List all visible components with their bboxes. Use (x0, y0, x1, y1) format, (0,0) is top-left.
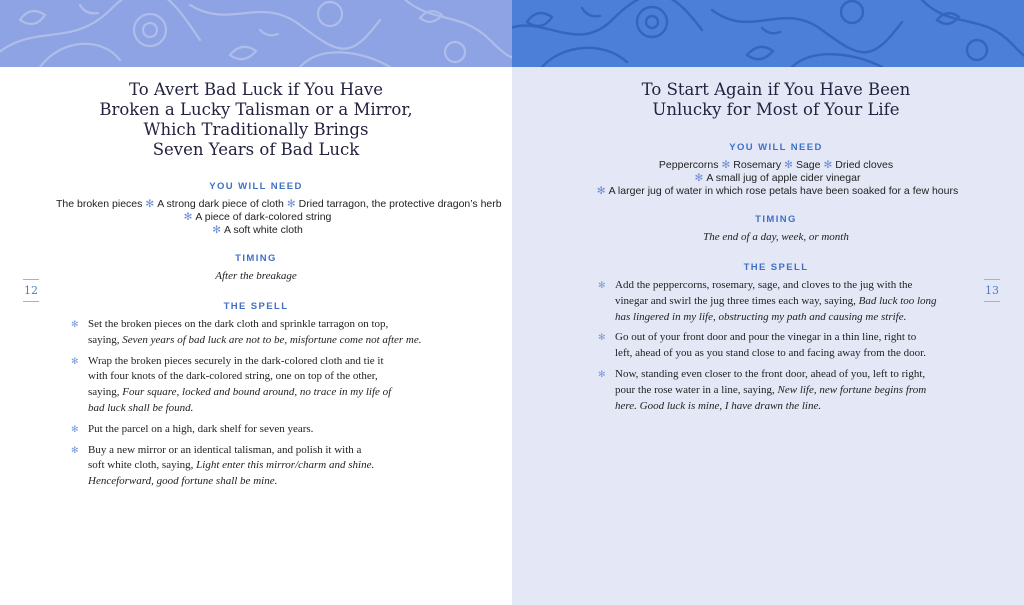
title-line: Unlucky for Most of Your Life (652, 100, 900, 119)
step-text: Wrap the broken pieces securely in the dark-colored cloth and tie it (88, 354, 384, 367)
folio-rule (984, 301, 1000, 302)
timing-value: The end of a day, week, or month (703, 231, 849, 243)
spell-step (598, 330, 978, 362)
left-spell-title (56, 80, 456, 160)
asterisk-separator-icon: ✻ (721, 159, 731, 171)
right-spell-steps (598, 278, 978, 419)
asterisk-separator-icon: ✻ (145, 198, 155, 210)
incantation-text: Four square, locked and bound around, no trace in my life of (122, 386, 392, 399)
incantation-text: New life, new fortune begins from (777, 383, 927, 396)
left-spell-steps (71, 317, 451, 495)
step-text: Now, standing even closer to the front door, ahead of you, left to right, (615, 367, 926, 380)
incantation-text: bad luck shall be found. (88, 401, 194, 414)
snowflake-bullet-icon: ✻ (71, 355, 79, 366)
right-floral-banner (512, 0, 1024, 67)
spell-step (71, 317, 451, 349)
ingredient: Sage (795, 159, 821, 171)
right-page (512, 0, 1024, 605)
spell-step (71, 422, 451, 438)
asterisk-separator-icon: ✻ (694, 172, 704, 184)
incantation-text: Seven years of bad luck are not to be, misfortune come not after me. (122, 333, 422, 346)
asterisk-separator-icon: ✻ (183, 211, 193, 223)
step-text: soft white cloth, saying, (88, 459, 197, 472)
title-line: To Avert Bad Luck if You Have (128, 80, 384, 99)
snowflake-bullet-icon: ✻ (71, 423, 79, 434)
right-spell-title (576, 80, 976, 120)
spell-step (71, 354, 451, 417)
floral-pattern-icon (512, 0, 1024, 67)
snowflake-bullet-icon: ✻ (71, 444, 79, 455)
spell-step (71, 443, 451, 490)
snowflake-bullet-icon: ✻ (598, 368, 606, 379)
title-line: Broken a Lucky Talisman or a Mirror, (99, 100, 413, 119)
ingredient: Dried cloves (835, 159, 894, 171)
spell-step (598, 367, 978, 414)
title-line: To Start Again if You Have Been (641, 80, 911, 99)
left-floral-banner (0, 0, 512, 67)
title-line: Which Traditionally Brings (143, 120, 369, 139)
you-will-need-label: YOU WILL NEED (209, 181, 303, 192)
the-spell-label: THE SPELL (743, 262, 809, 273)
folio-rule (23, 301, 39, 302)
timing-label: TIMING (235, 253, 277, 264)
left-ingredients-list (56, 198, 502, 237)
ingredient: Peppercorns (658, 159, 719, 171)
step-text: Set the broken pieces on the dark cloth and sprinkle tarragon on top, (88, 318, 389, 330)
step-text: left, ahead of you as you stand close to and facing away from the door. (615, 347, 926, 360)
ingredient: A strong dark piece of cloth (157, 198, 284, 210)
step-text: saying, (88, 333, 123, 346)
asterisk-separator-icon: ✻ (212, 224, 221, 236)
step-text: Go out of your front door and pour the vinegar in a thin line, right to (615, 331, 917, 344)
asterisk-separator-icon: ✻ (784, 159, 793, 171)
you-will-need-label: YOU WILL NEED (729, 142, 823, 153)
incantation-text: Light enter this mirror/charm and shine. (196, 459, 375, 472)
snowflake-bullet-icon: ✻ (598, 280, 606, 290)
folio-rule (984, 279, 1000, 280)
ingredient: The broken pieces (56, 198, 143, 210)
ingredient: A soft white cloth (224, 224, 303, 236)
ingredient: A larger jug of water in which rose petals have been soaked for a few hours (608, 185, 959, 197)
step-text: vinegar and swirl the jug three times each way, saying, (615, 294, 859, 307)
incantation-text: Henceforward, good fortune shall be mine. (88, 475, 278, 488)
ingredient: A piece of dark-colored string (195, 211, 332, 223)
timing-value: After the breakage (215, 270, 297, 282)
folio-rule (23, 279, 39, 280)
asterisk-separator-icon: ✻ (596, 185, 606, 197)
step-text: pour the rose water in a line, saying, (615, 383, 778, 396)
step-text: Put the parcel on a high, dark shelf for seven years. (88, 422, 314, 435)
asterisk-separator-icon: ✻ (286, 198, 296, 210)
step-text: saying, (88, 386, 123, 399)
incantation-text: here. Good luck is mine, I have drawn the line. (615, 399, 822, 412)
step-text: Buy a new mirror or an identical talisman, and polish it with a (88, 443, 362, 456)
incantation-text: Bad luck too long (858, 294, 937, 307)
incantation-text: has lingered in my life, obstructing my path and causing me strife. (615, 310, 907, 323)
ingredient: Rosemary (733, 159, 782, 171)
asterisk-separator-icon: ✻ (823, 159, 833, 171)
step-text: Add the peppercorns, rosemary, sage, and cloves to the jug with the (615, 279, 913, 291)
ingredient: A small jug of apple cider vinegar (706, 172, 861, 184)
step-text: with four knots of the dark-colored string, one on top of the other, (88, 370, 378, 383)
ingredient: Dried tarragon, the protective dragon’s herb (298, 198, 502, 210)
page-number-right (983, 279, 1001, 302)
page-number-left (22, 279, 40, 302)
title-line: Seven Years of Bad Luck (152, 140, 360, 159)
spell-step (598, 278, 978, 325)
the-spell-label: THE SPELL (223, 301, 289, 312)
snowflake-bullet-icon: ✻ (598, 332, 606, 343)
timing-label: TIMING (755, 214, 797, 225)
page-number-text: 13 (985, 284, 999, 297)
snowflake-bullet-icon: ✻ (71, 319, 79, 329)
right-ingredients-list (576, 159, 976, 198)
floral-pattern-icon (0, 0, 512, 67)
page-number-text: 12 (24, 284, 38, 297)
